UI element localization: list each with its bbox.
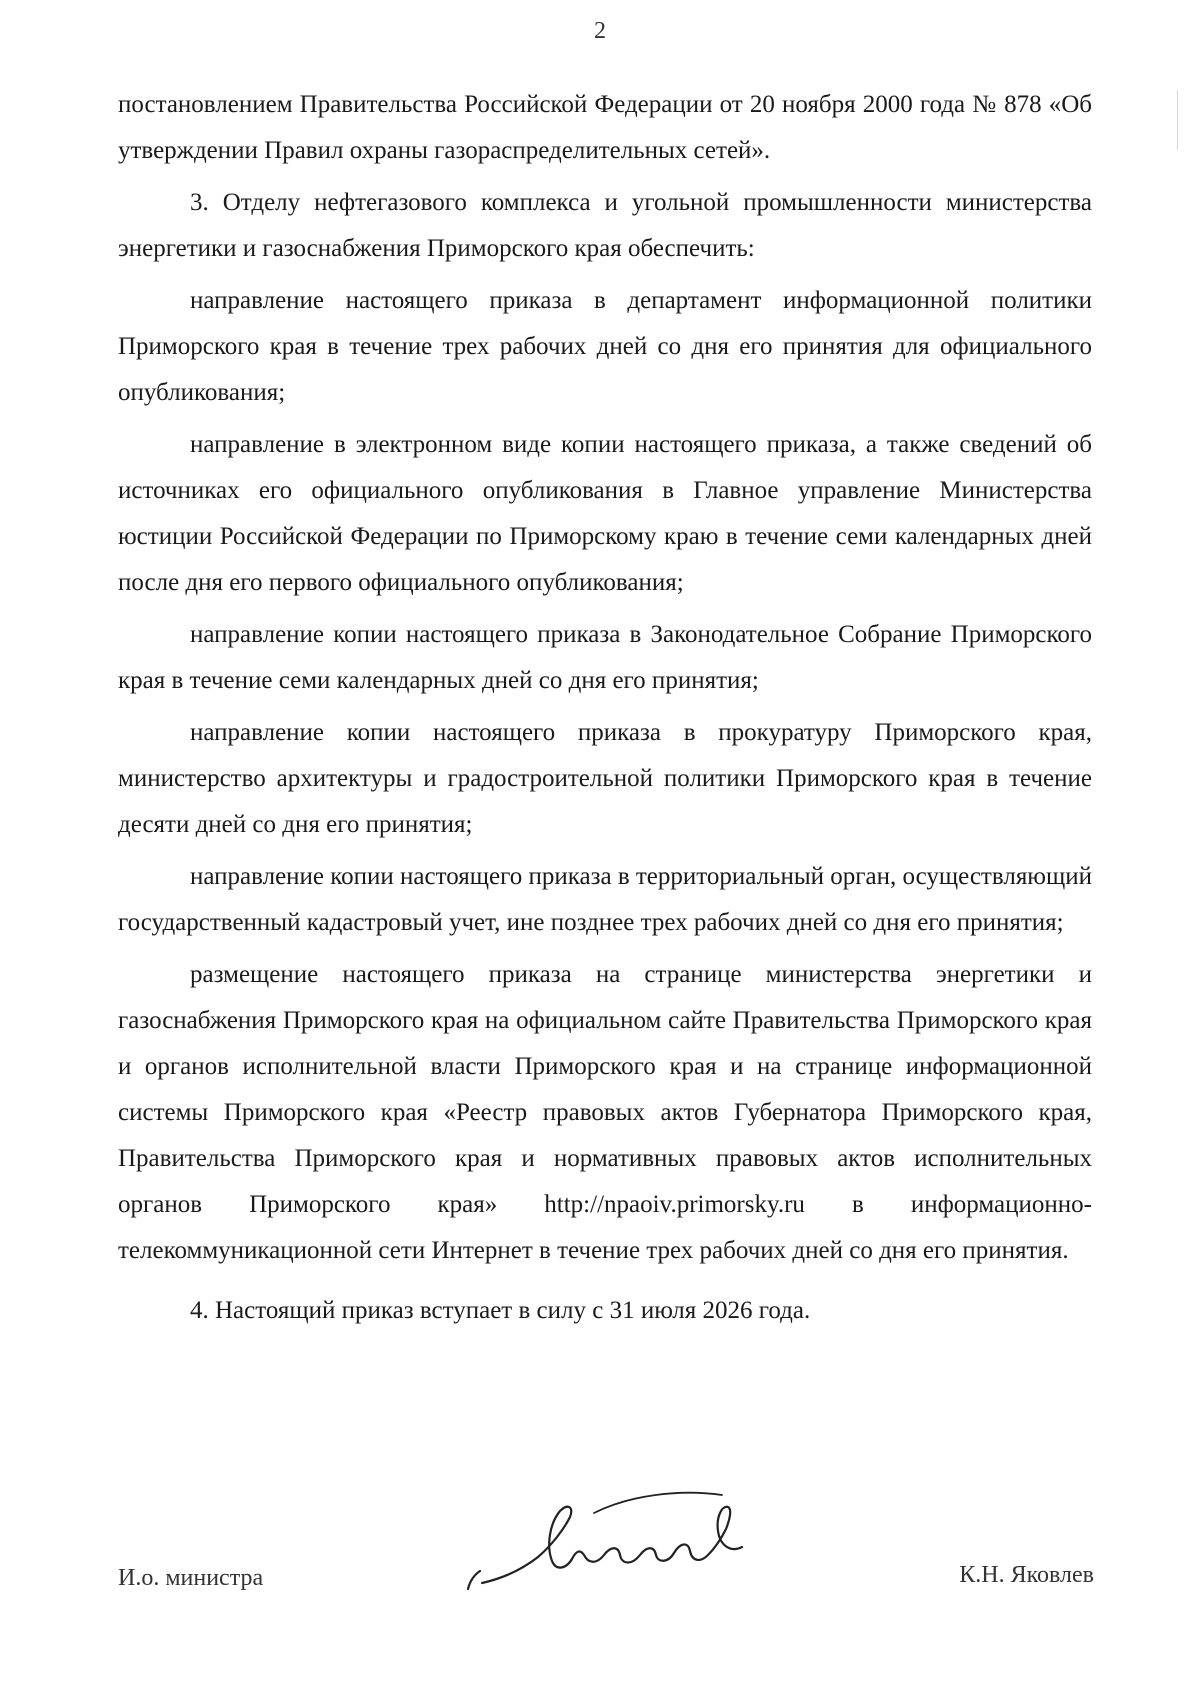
document-body xyxy=(118,82,1092,1334)
paragraph-publication: направление настоящего приказа в департамент информационной политики Приморского края в течение трех рабочих дней со дня его принятия для официального опубликования; xyxy=(118,287,1092,406)
signatory-name: К.Н. Яковлев xyxy=(959,1562,1094,1588)
paragraph-prosecutor: направление копии настоящего приказа в прокуратуру Приморского края, министерство архитектуры и градостроительной политики Приморского края в течение десяти дней со дня его принятия; xyxy=(118,719,1092,838)
page-number: 2 xyxy=(594,18,606,44)
signatory-position: И.о. министра xyxy=(118,1565,264,1591)
paragraph-item-4: 4. Настоящий приказ вступает в силу с 31 июля 2026 года. xyxy=(190,1297,811,1324)
paragraph-website: размещение настоящего приказа на странице министерства энергетики и газоснабжения Приморского края на официальном сайте Правительства Приморского края и органов исполнительной власти Приморского края и на странице информационной системы Приморского края «Реестр правовых актов Губернатора Приморского края, Правительства Приморского края и нормативных правовых актов исполнительных органов Приморского края» http://npaoiv.primorsky.ru в информационно-телекоммуникационной сети Интернет в течение трех рабочих дней со дня его принятия. xyxy=(118,961,1092,1264)
scan-margin-mark xyxy=(1177,90,1178,150)
paragraph-justice-ministry: направление в электронном виде копии настоящего приказа, а также сведений об источниках его официального опубликования в Главное управление Министерства юстиции Российской Федерации по Приморскому краю в течение семи календарных дней после дня его первого официального опубликования; xyxy=(118,431,1092,596)
paragraph-cadastre: направление копии настоящего приказа в территориальный орган, осуществляющий государственный кадастровый учет, ине позднее трех рабочих дней со дня его принятия; xyxy=(118,863,1092,936)
paragraph-item-3: 3. Отделу нефтегазового комплекса и угольной промышленности министерства энергетики и газоснабжения Приморского края обеспечить: xyxy=(118,189,1092,262)
paragraph-legislative-assembly: направление копии настоящего приказа в Законодательное Собрание Приморского края в течение семи календарных дней со дня его принятия; xyxy=(118,621,1092,694)
paragraph-continuation: постановлением Правительства Российской Федерации от 20 ноября 2000 года № 878 «Об утверждении Правил охраны газораспределительных сетей». xyxy=(118,91,1092,164)
handwritten-signature xyxy=(460,1485,770,1605)
